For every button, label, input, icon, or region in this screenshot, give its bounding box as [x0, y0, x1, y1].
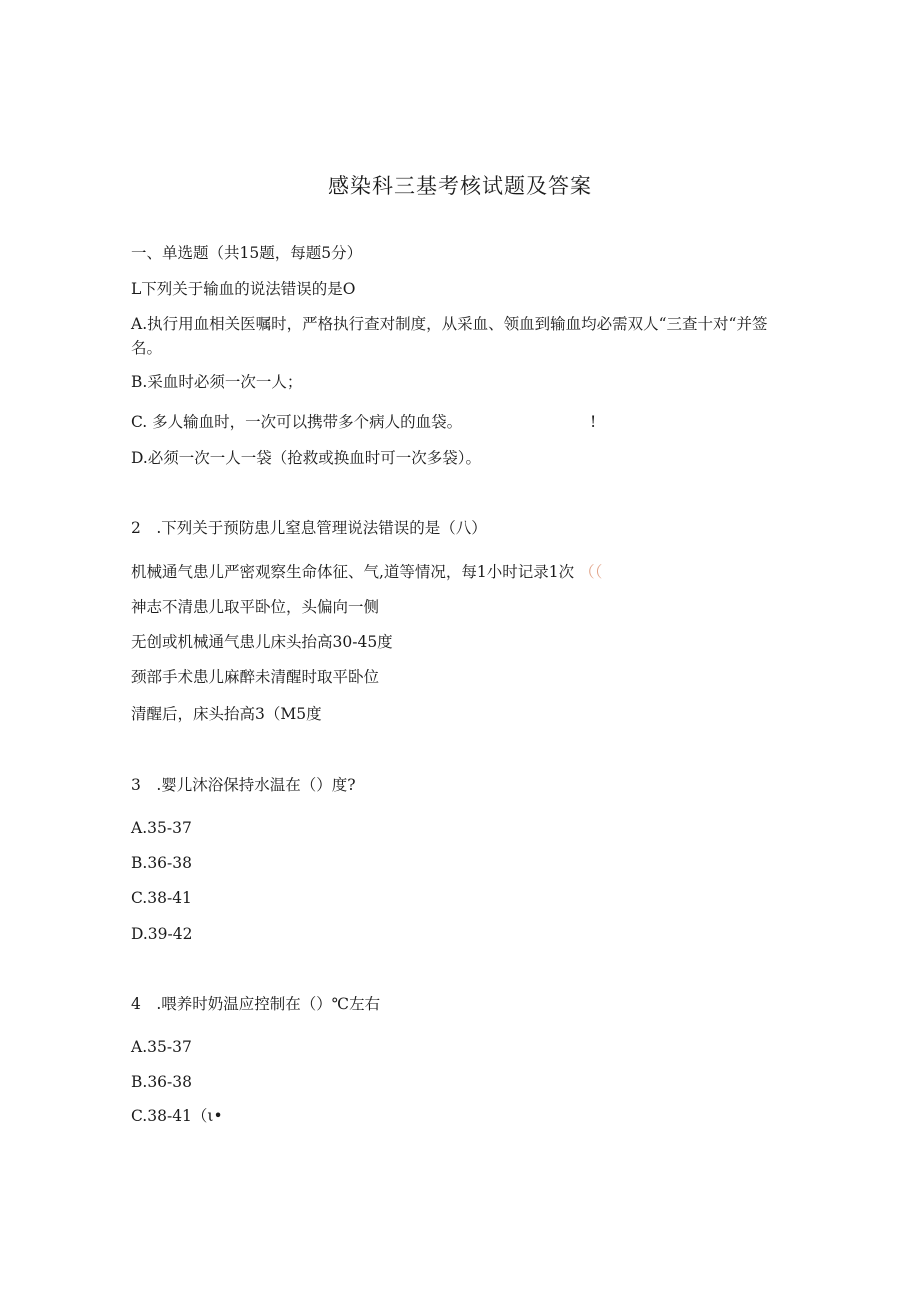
question-2-option-4: 颈部手术患儿麻醉未清醒时取平卧位 — [131, 668, 380, 686]
question-4-option-c: C.38-41（ι• — [131, 1107, 223, 1125]
stray-mark: ! — [590, 413, 597, 431]
question-1-option-d: D.必须一次一人一袋（抢救或换血时可一次多袋）。 — [131, 449, 482, 467]
question-2-option-1 — [131, 560, 602, 584]
question-4-stem: 4 .喂养时奶温应控制在（）℃左右 — [131, 995, 381, 1013]
question-1-option-a: A.执行用血相关医嘱时，严格执行查对制度，从采血、领血到输血均必需双人“三查十对“并签名。 — [131, 315, 768, 357]
faint-mark: （（ — [579, 563, 603, 581]
document-title: 感染科三基考核试题及答案 — [328, 174, 592, 198]
section-heading: 一、单选题（共15题，每题5分） — [131, 244, 363, 262]
question-3-stem: 3 .婴儿沐浴保持水温在（）度? — [131, 776, 356, 794]
question-3-option-d: D.39-42 — [131, 925, 193, 943]
question-2-option-5: 清醒后，床头抬高3（M5度 — [131, 705, 322, 723]
question-1-option-b: B.采血时必须一次一人； — [131, 373, 303, 391]
question-2-stem: 2 .下列关于预防患儿窒息管理说法错误的是（八） — [131, 519, 487, 537]
question-3-option-b: B.36-38 — [131, 854, 193, 872]
question-3-option-a: A.35-37 — [131, 819, 192, 837]
question-2-option-1-text: 机械通气患儿严密观察生命体征、气,道等情况，每1小时记录1次 — [131, 563, 575, 581]
question-4-option-b: B.36-38 — [131, 1073, 193, 1091]
question-2-option-3: 无创或机械通气患儿床头抬高30-45度 — [131, 633, 393, 651]
question-1-stem: L下列关于输血的说法错误的是O — [131, 280, 356, 298]
question-1-option-c: C. 多人输血时，一次可以携带多个病人的血袋。 — [131, 413, 463, 431]
question-2-option-2: 神志不清患儿取平卧位，头偏向一侧 — [131, 598, 380, 616]
question-4-option-a: A.35-37 — [131, 1038, 192, 1056]
question-3-option-c: C.38-41 — [131, 889, 192, 907]
